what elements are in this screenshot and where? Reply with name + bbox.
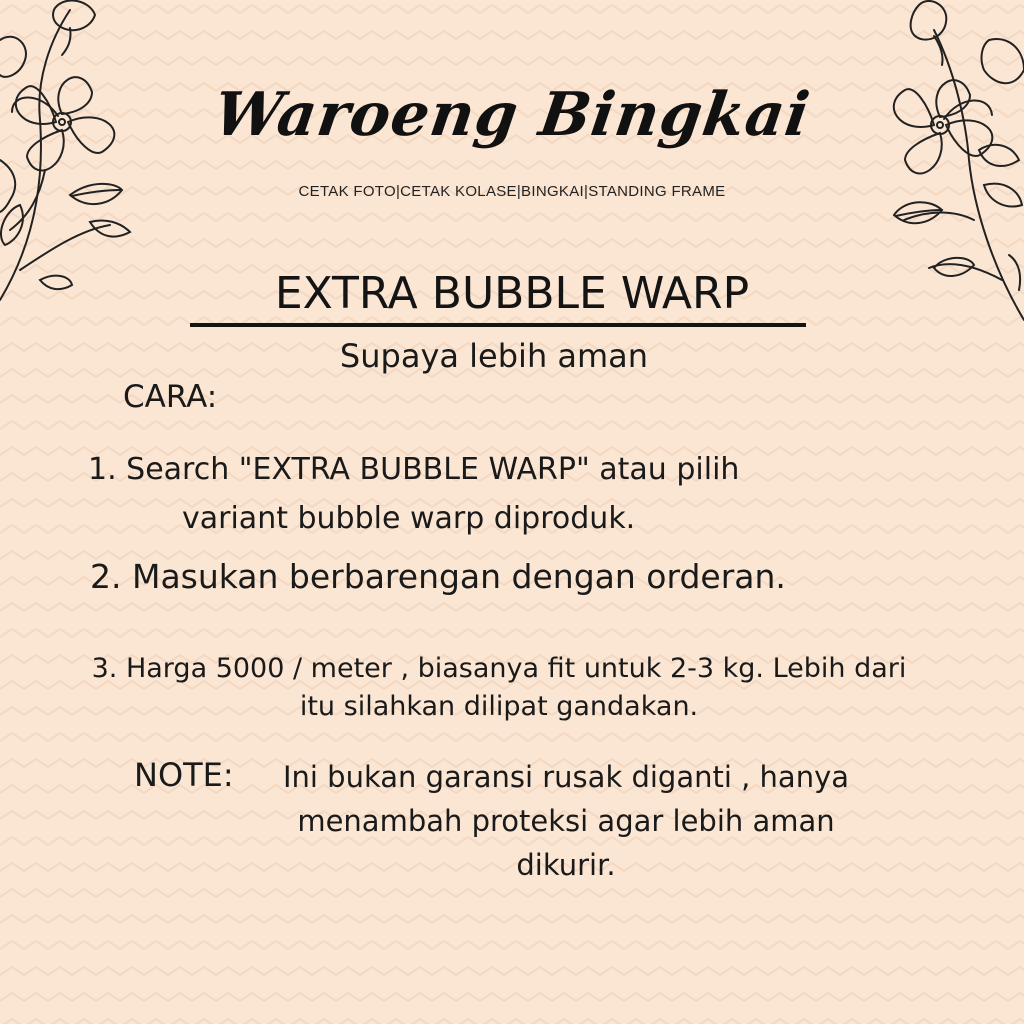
title-underline xyxy=(190,323,806,327)
page-subtitle: Supaya lebih aman xyxy=(339,337,649,375)
page-title: EXTRA BUBBLE WARP xyxy=(274,268,750,319)
brand-tagline: CETAK FOTO|CETAK KOLASE|BINGKAI|STANDING FRAME xyxy=(298,183,726,200)
step-1-line-1: 1. Search "EXTRA BUBBLE WARP" atau pilih xyxy=(88,452,740,487)
note-line-2: menambah proteksi agar lebih aman xyxy=(297,804,835,838)
note-label: NOTE: xyxy=(134,756,234,794)
step-3-line-1: 3. Harga 5000 / meter , biasanya fit untuk 2-3 kg. Lebih dari xyxy=(91,653,907,684)
step-1-line-2: variant bubble warp diproduk. xyxy=(182,501,636,536)
step-3 xyxy=(0,650,998,726)
cara-label: CARA: xyxy=(123,379,218,415)
note-text xyxy=(262,755,870,887)
note-line-1: Ini bukan garansi rusak diganti , hanya xyxy=(282,760,850,794)
note-line-3: dikurir. xyxy=(516,848,616,882)
brand-logo: Waroeng Bingkai xyxy=(209,80,815,150)
step-3-line-2: itu silahkan dilipat gandakan. xyxy=(299,691,699,722)
step-2: 2. Masukan berbarengan dengan orderan. xyxy=(90,557,786,596)
floral-left-icon xyxy=(0,0,140,310)
